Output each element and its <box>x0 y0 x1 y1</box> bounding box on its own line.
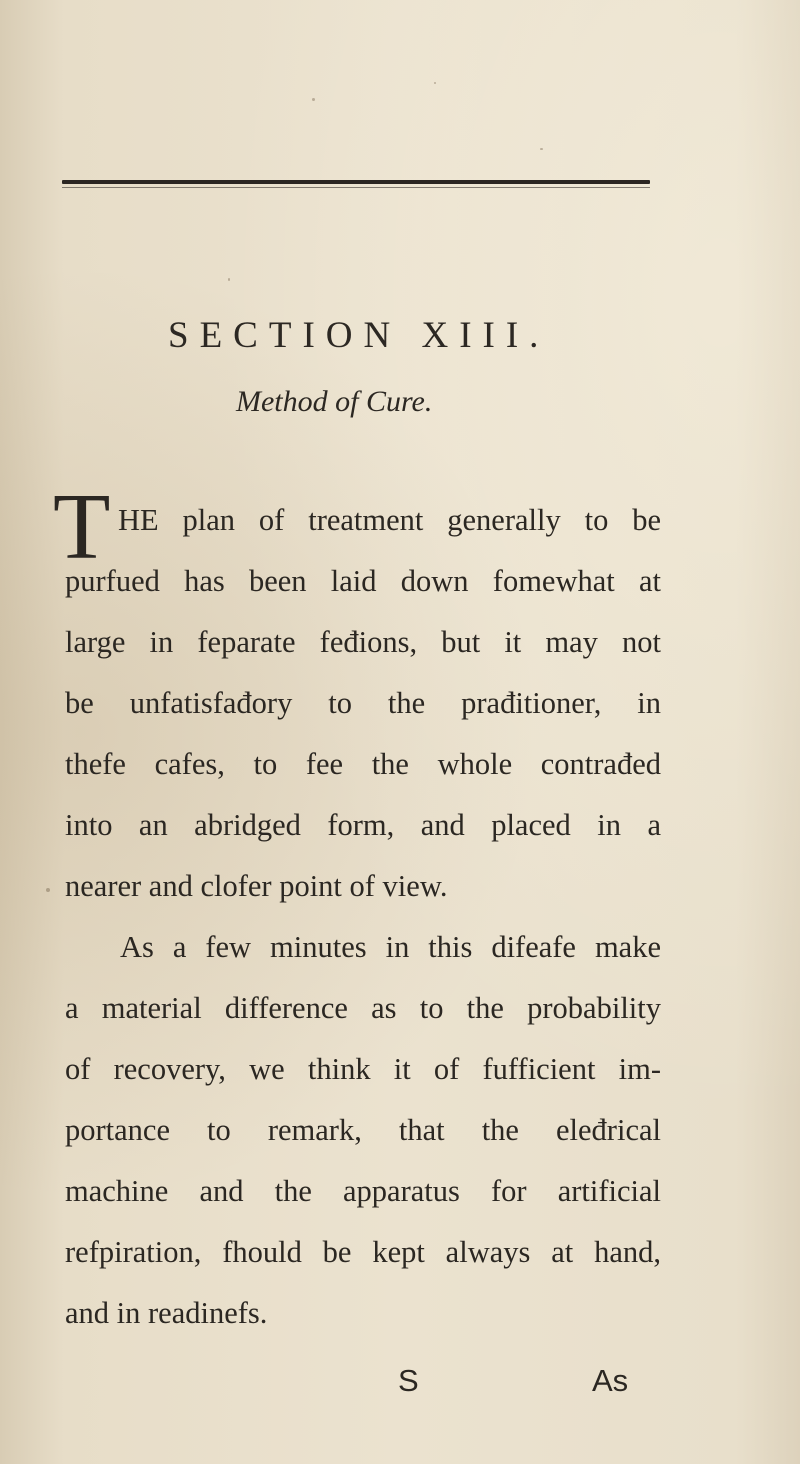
paragraph-2-line: of recovery, we think it of fufficient im- <box>65 1052 661 1086</box>
drop-cap: T <box>53 475 111 579</box>
header-rule-thick <box>62 180 650 184</box>
paper-speck <box>540 148 543 150</box>
paragraph-2-line: a material difference as to the probability <box>65 991 661 1025</box>
paper-speck <box>46 888 50 892</box>
paragraph-1-line: HE plan of treatment generally to be <box>118 503 661 537</box>
paragraph-2-line: As a few minutes in this difeafe make <box>120 930 661 964</box>
paragraph-1-line: nearer and clofer point of view. <box>65 869 448 903</box>
paragraph-2-line: and in readinefs. <box>65 1296 268 1330</box>
paper-speck <box>434 82 436 84</box>
paragraph-2-line: machine and the apparatus for artificial <box>65 1174 661 1208</box>
paragraph-2-line: refpiration, fhould be kept always at hand, <box>65 1235 661 1269</box>
section-heading: SECTION XIII. <box>168 315 550 356</box>
paper-speck <box>228 278 230 281</box>
catchword: As <box>592 1363 629 1398</box>
signature-mark: S <box>398 1363 419 1398</box>
paragraph-1-line: large in feparate feđions, but it may not <box>65 625 661 659</box>
paragraph-1-line: into an abridged form, and placed in a <box>65 808 661 842</box>
section-subtitle: Method of Cure. <box>236 385 433 418</box>
paragraph-1-line: be unfatisfađory to the prađitioner, in <box>65 686 661 720</box>
header-rule-thin <box>62 187 650 188</box>
paper-speck <box>312 98 315 101</box>
paragraph-1-line: thefe cafes, to fee the whole contrađed <box>65 747 661 781</box>
paragraph-1-line: purfued has been laid down fomewhat at <box>65 564 661 598</box>
paragraph-2-line: portance to remark, that the eleđrical <box>65 1113 661 1147</box>
